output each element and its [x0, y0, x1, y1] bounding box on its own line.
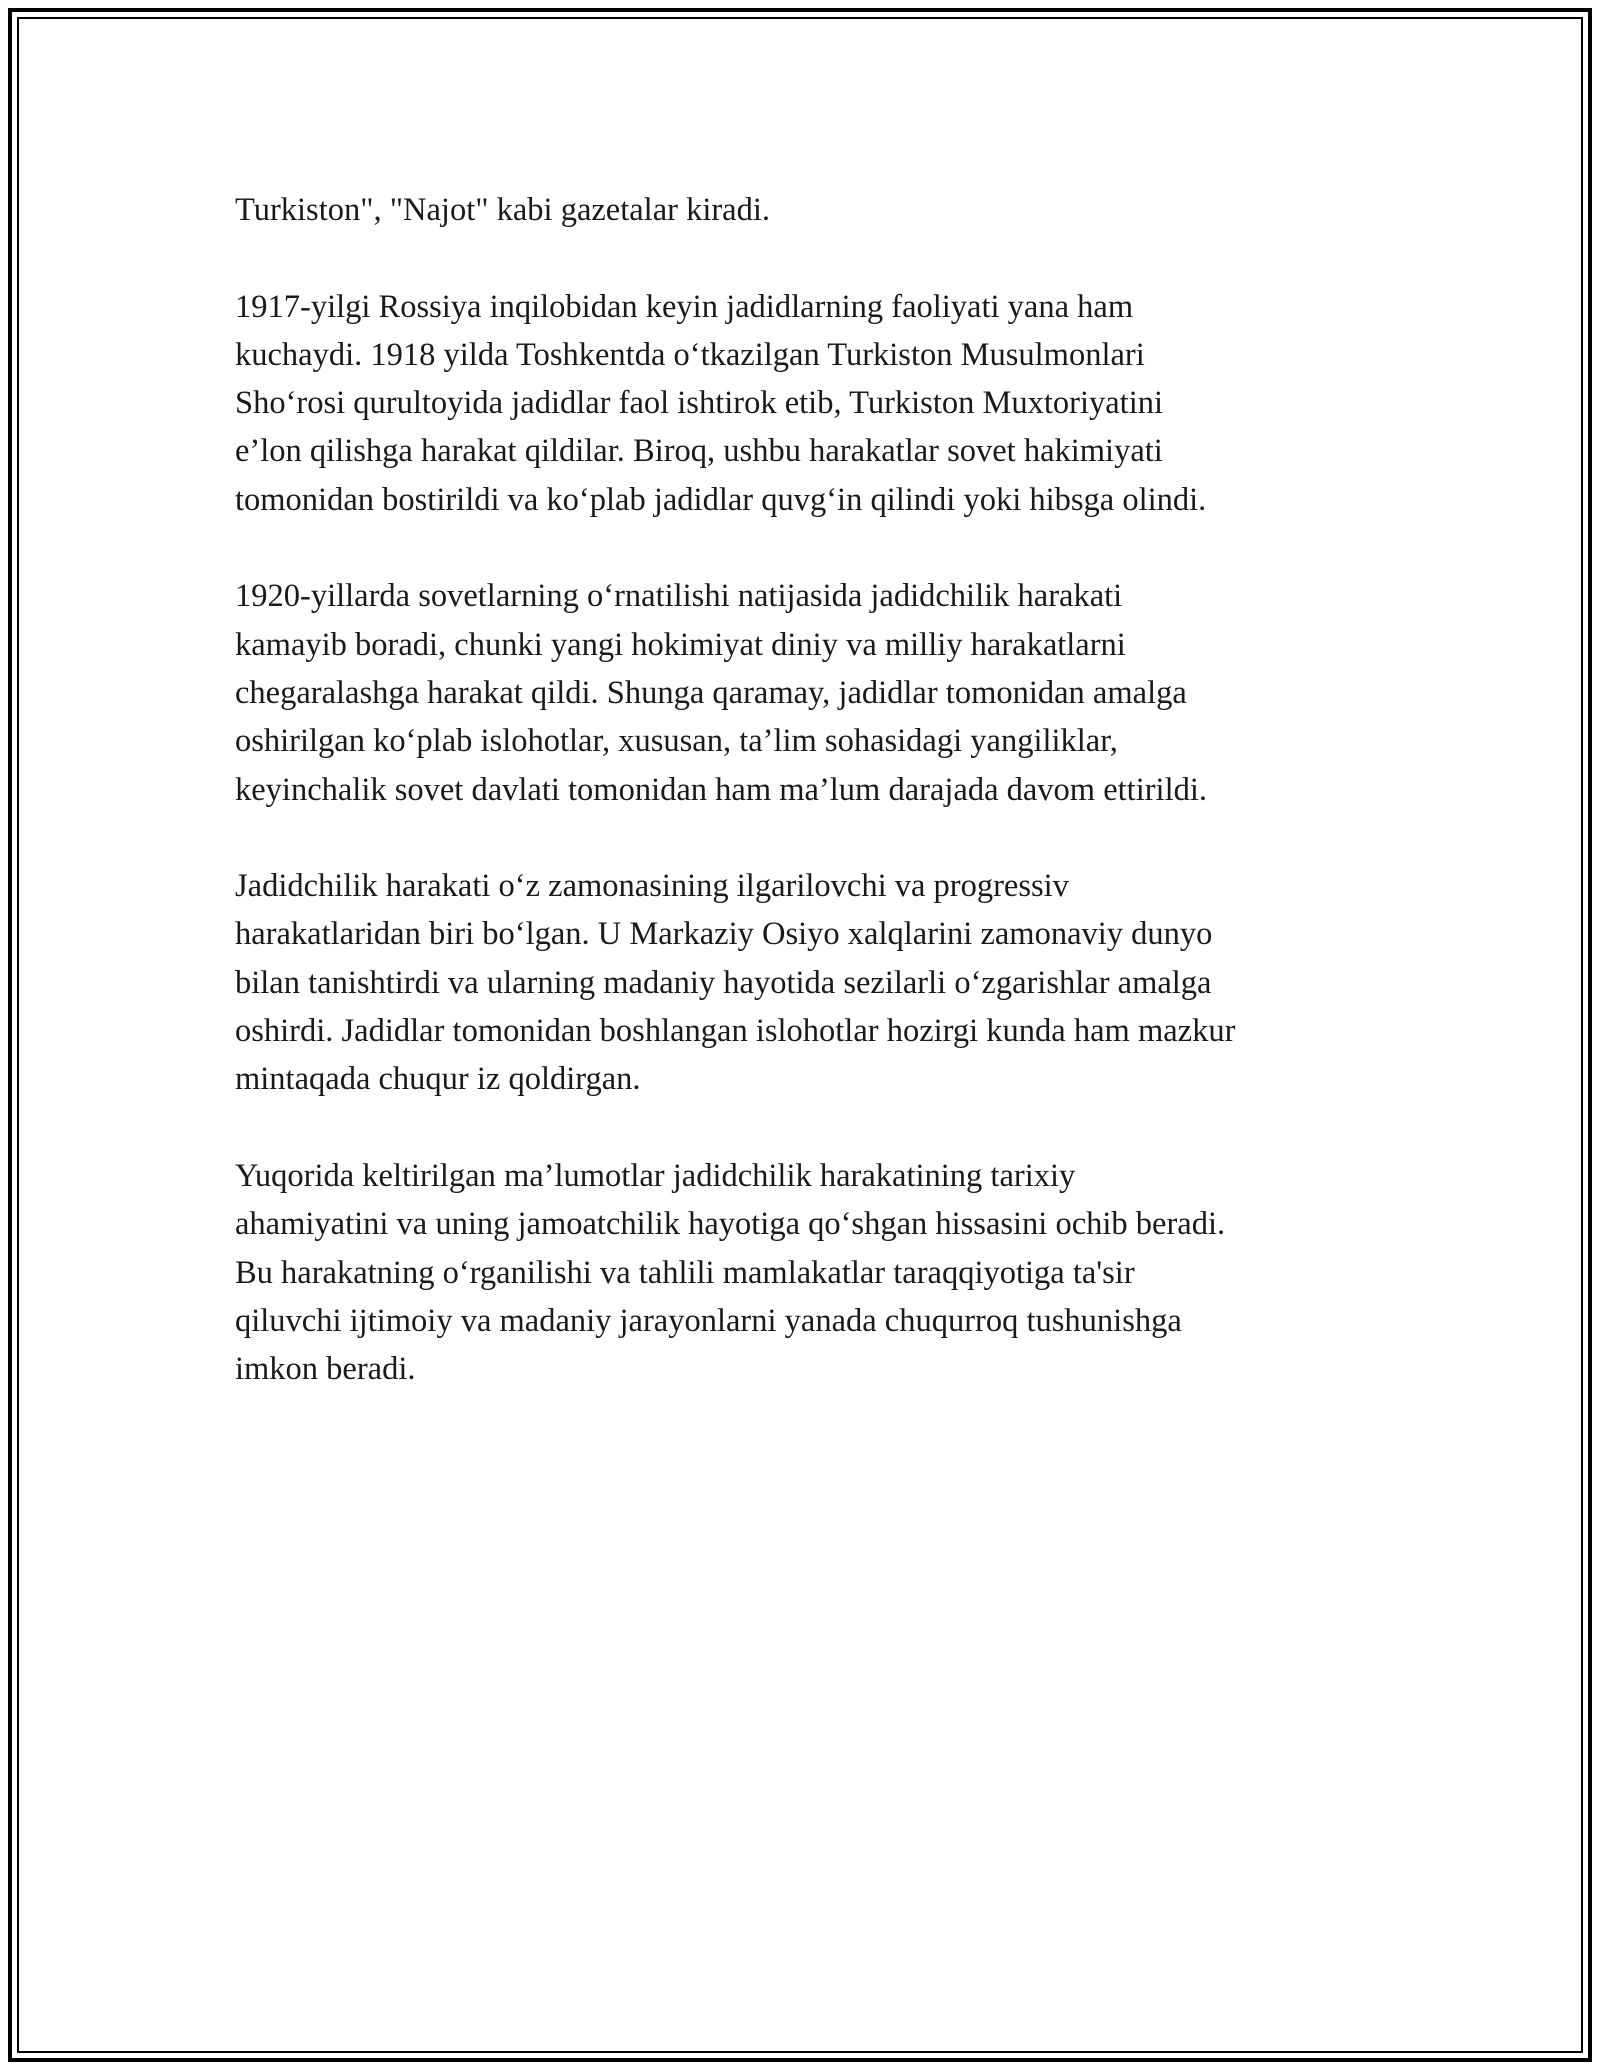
text-line: Sho‘rosi qurultoyida jadidlar faol ishtirok etib, Turkiston Muxtoriyatini [235, 385, 1164, 422]
text-line: oshirdi. Jadidlar tomonidan boshlangan islohotlar hozirgi kunda ham mazkur [235, 1013, 1236, 1050]
text-line: imkon beradi. [235, 1351, 416, 1388]
text-line: kamayib boradi, chunki yangi hokimiyat diniy va milliy harakatlarni [235, 626, 1126, 663]
paragraph-5 [235, 1152, 1395, 1393]
text-line: oshirilgan ko‘plab islohotlar, xususan, ta’lim sohasidagi yangiliklar, [235, 723, 1118, 760]
document-body [235, 186, 1395, 1442]
text-line: ahamiyatini va uning jamoatchilik hayotiga qo‘shgan hissasini ochib beradi. [235, 1206, 1226, 1243]
text-line: Yuqorida keltirilgan ma’lumotlar jadidchilik harakatining tarixiy [235, 1157, 1076, 1194]
text-line: Jadidchilik harakati o‘z zamonasining ilgarilovchi va progressiv [235, 868, 1069, 905]
text-line: harakatlaridan biri bo‘lgan. U Markaziy Osiyo xalqlarini zamonaviy dunyo [235, 916, 1213, 953]
text-line: keyinchalik sovet davlati tomonidan ham ma’lum darajada davom ettirildi. [235, 771, 1208, 808]
text-line: 1917-yilgi Rossiya inqilobidan keyin jadidlarning faoliyati yana ham [235, 288, 1134, 325]
text-line: mintaqada chuqur iz qoldirgan. [235, 1061, 641, 1098]
text-line: bilan tanishtirdi va ularning madaniy hayotida sezilarli o‘zgarishlar amalga [235, 964, 1212, 1001]
text-line: chegaralashga harakat qildi. Shunga qaramay, jadidlar tomonidan amalga [235, 674, 1187, 711]
paragraph-1 [235, 186, 1395, 234]
text-line: tomonidan bostirildi va ko‘plab jadidlar quvg‘in qilindi yoki hibsga olindi. [235, 481, 1207, 518]
text-line: qiluvchi ijtimoiy va madaniy jarayonlarni yanada chuqurroq tushunishga [235, 1302, 1182, 1339]
text-line: e’lon qilishga harakat qildilar. Biroq, ushbu harakatlar sovet hakimiyati [235, 433, 1163, 470]
text-line: kuchaydi. 1918 yilda Toshkentda o‘tkazilgan Turkiston Musulmonlari [235, 336, 1145, 373]
paragraph-2 [235, 283, 1395, 524]
paragraph-3 [235, 572, 1395, 813]
paragraph-4 [235, 862, 1395, 1103]
text-line: Turkiston", "Najot" kabi gazetalar kiradi. [235, 192, 771, 228]
text-line: Bu harakatning o‘rganilishi va tahlili mamlakatlar taraqqiyotiga ta'sir [235, 1254, 1135, 1291]
text-line: 1920-yillarda sovetlarning o‘rnatilishi natijasida jadidchilik harakati [235, 578, 1123, 615]
